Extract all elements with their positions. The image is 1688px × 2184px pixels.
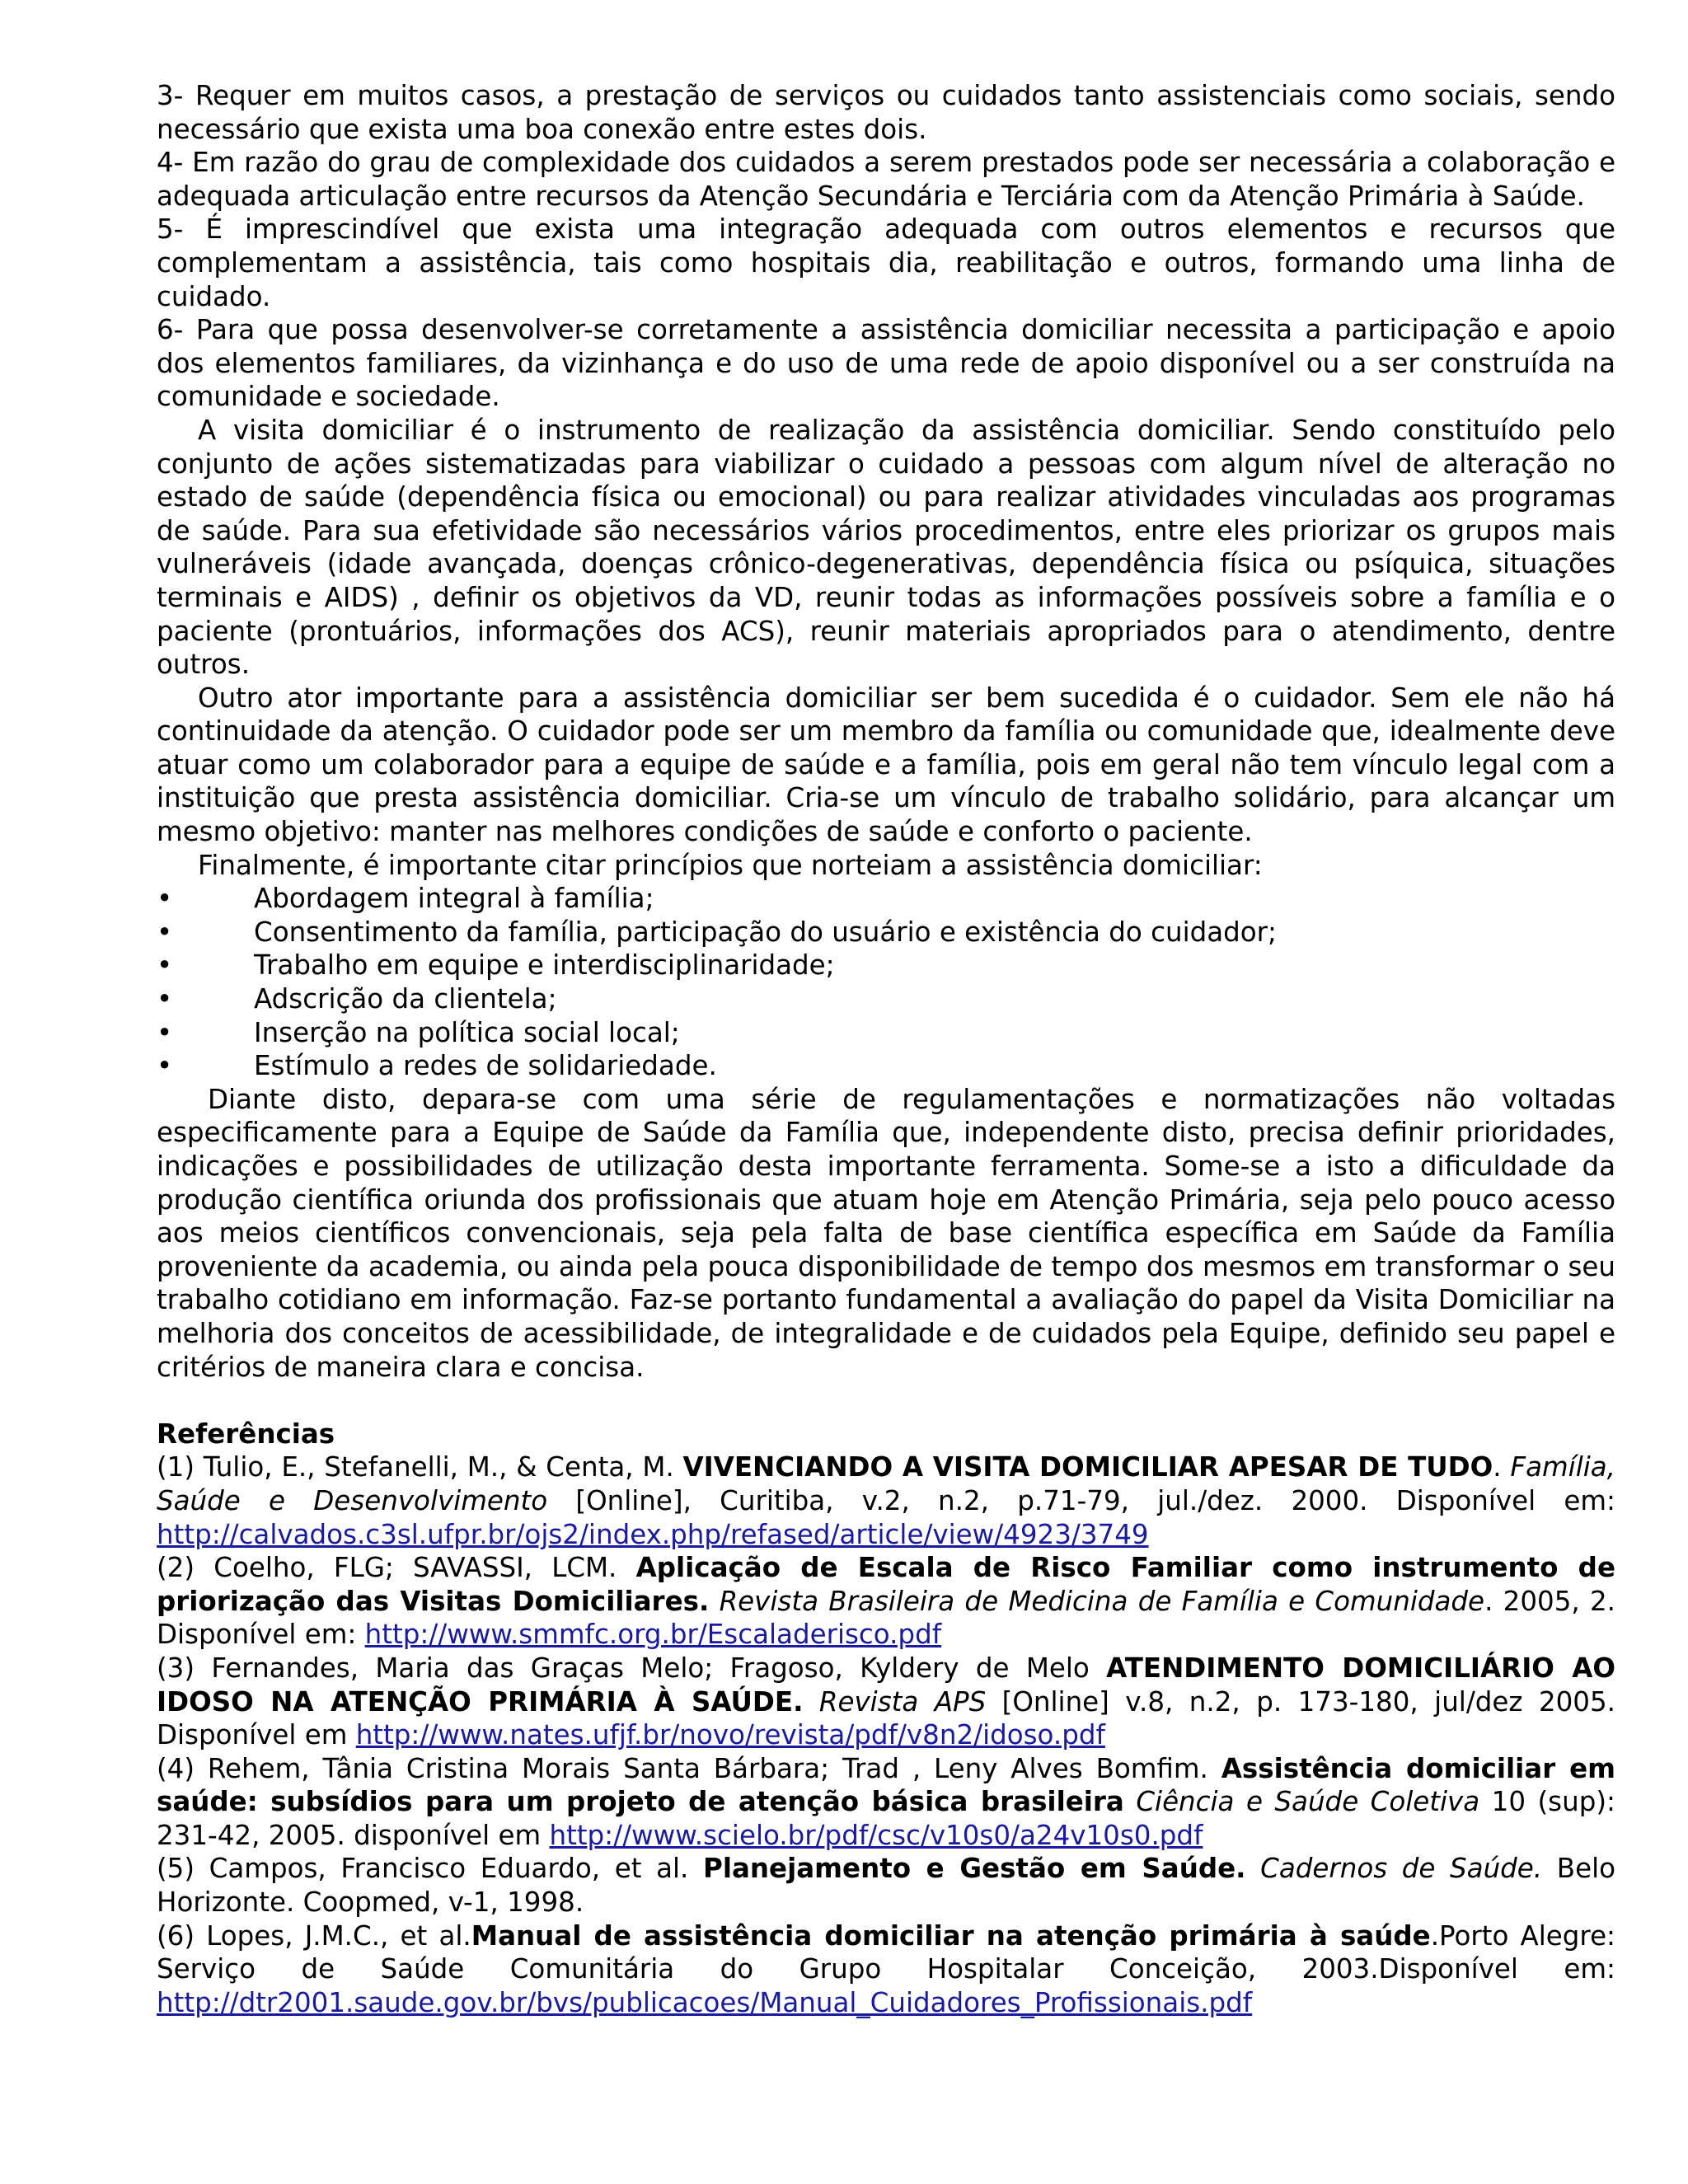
references-heading: Referências [157,1418,335,1450]
reference-link[interactable]: http://www.smmfc.org.br/Escaladerisco.pdf [364,1619,942,1651]
paragraph-cuidador: Outro ator importante para a assistência domiciliar ser bem sucedida é o cuidador. Sem ele não há continuidade da atenção. O cuidador pode ser um membro da família ou comunidade que, idealmente deve atuar como um colaborador para a equipe de saúde e a família, pois em geral não tem vínculo legal com a instituição que presta assistência domiciliar. Cria-se um vínculo de trabalho solidário, para alcançar um mesmo objetivo: manter nas melhores condições de saúde e conforto o paciente. [157,682,1615,848]
reference-authors: (4) Rehem, Tânia Cristina Morais Santa Bárbara; Trad , Leny Alves Bomfim. [157,1752,1221,1784]
reference-source: Família, Saúde e Desenvolvimento [157,1451,1615,1516]
reference-link[interactable]: http://www.nates.ufjf.br/novo/revista/pdf/v8n2/idoso.pdf [355,1719,1105,1751]
reference-details: [Online] v.8, n.2, p. 173-180, jul/dez 2005. Disponível em [157,1685,1615,1751]
reference-authors: (2) Coelho, FLG; SAVASSI, LCM. [157,1552,636,1584]
list-item-6: 6- Para que possa desenvolver-se corretamente a assistência domiciliar necessita a participação e apoio dos elementos familiares, da vizinhança e do uso de uma rede de apoio disponível ou a ser construída na comunidade e sociedade. [157,314,1615,413]
reference-punct: . [1493,1451,1511,1483]
reference-title: ATENDIMENTO DOMICILIÁRIO AO IDOSO NA ATENÇÃO PRIMÁRIA À SAÚDE. [157,1652,1616,1718]
bullet-text: Abordagem integral à família; [254,883,654,915]
reference-title: VIVENCIANDO A VISITA DOMICILIAR APESAR DE TUDO [682,1451,1493,1483]
bullet-icon: • [157,916,173,948]
bullet-item [157,949,1615,982]
reference-title: Manual de assistência domiciliar na atenção primária à saúde [471,1919,1431,1952]
bullet-item [157,1049,1615,1083]
reference-source: Ciência e Saúde Coletiva [1136,1786,1480,1818]
reference-authors: (1) Tulio, E., Stefanelli, M., & Centa, M. [157,1451,683,1483]
document-page [157,79,1615,2019]
bullet-item [157,882,1615,916]
paragraph-visita-domiciliar: A visita domiciliar é o instrumento de realização da assistência domiciliar. Sendo constituído pelo conjunto de ações sistematizadas para viabilizar o cuidado a pessoas com algum nível de alteração no estado de saúde (dependência física ou emocional) ou para realizar atividades vinculadas aos programas de saúde. Para sua efetividade são necessários vários procedimentos, entre eles priorizar os grupos mais vulneráveis (idade avançada, doenças crônico-degenerativas, dependência física ou psíquica, situações terminais e AIDS) , definir os objetivos da VD, reunir todas as informações possíveis sobre a família e o paciente (prontuários, informações dos ACS), reunir materiais apropriados para o atendimento, dentre outros. [157,414,1615,681]
reference-punct [1245,1853,1260,1884]
reference-6 [157,1919,1615,2020]
list-item-3: 3- Requer em muitos casos, a prestação de serviços ou cuidados tanto assistenciais como sociais, sendo necessário que exista uma boa conexão entre estes dois. [157,80,1615,145]
reference-title: Planejamento e Gestão em Saúde. [703,1853,1246,1885]
reference-authors: (5) Campos, Francisco Eduardo, et al. [157,1853,704,1885]
reference-link[interactable]: http://calvados.c3sl.ufpr.br/ojs2/index.php/refased/article/view/4923/3749 [157,1518,1149,1550]
reference-source: Revista Brasileira de Medicina de Família e Comunidade [719,1585,1485,1617]
reference-3 [157,1652,1615,1752]
reference-authors: (3) Fernandes, Maria das Graças Melo; Fragoso, Kyldery de Melo [157,1652,1107,1684]
reference-details: 10 (sup): 231-42, 2005. disponível em [157,1786,1615,1851]
reference-details: [Online], Curitiba, v.2, n.2, p.71-79, jul./dez. 2000. Disponível em: [547,1484,1616,1516]
bullet-icon: • [157,983,173,1015]
reference-link[interactable]: http://www.scielo.br/pdf/csc/v10s0/a24v10s0.pdf [549,1819,1203,1851]
paragraph-principios: Finalmente, é importante citar princípios que norteiam a assistência domiciliar: [198,849,1263,881]
reference-authors: (6) Lopes, J.M.C., et al. [157,1919,471,1952]
reference-punct: . [1430,1919,1440,1952]
reference-source: Cadernos de Saúde. [1260,1853,1543,1885]
reference-punct [803,1686,818,1718]
bullet-icon: • [157,949,173,982]
reference-4 [157,1752,1615,1853]
bullet-text: Consentimento da família, participação do usuário e existência do cuidador; [254,916,1277,948]
bullet-icon: • [157,1050,173,1082]
bullet-icon: • [157,883,173,915]
reference-title: Assistência domiciliar em saúde: subsídios para um projeto de atenção básica brasileira [157,1752,1615,1818]
reference-source: Revista APS [818,1685,987,1718]
reference-details: Porto Alegre: Serviço de Saúde Comunitária do Grupo Hospitalar Conceição, 2003.Disponível em: [157,1919,1616,1985]
reference-link[interactable]: http://dtr2001.saude.gov.br/bvs/publicacoes/Manual_Cuidadores_Profissionais.pdf [157,1986,1253,2018]
paragraph-diante-disto: Diante disto, depara-se com uma série de regulamentações e normatizações não voltadas especificamente para a Equipe de Saúde da Família que, independente disto, precisa definir prioridades, indicações e possibilidades de utilização desta importante ferramenta. Some-se a isto a dificuldade da produção científica oriunda dos profissionais que atuam hoje em Atenção Primária, seja pelo pouco acesso aos meios científicos convencionais, seja pela falta de base científica específica em Saúde da Família proveniente da academia, ou ainda pela pouca disponibilidade de tempo dos mesmos em transformar o seu trabalho cotidiano em informação. Faz-se portanto fundamental a avaliação do papel da Visita Domiciliar na melhoria dos conceitos de acessibilidade, de integralidade e de cuidados pela Equipe, definido seu papel e critérios de maneira clara e concisa. [157,1083,1615,1383]
list-item-4: 4- Em razão do grau de complexidade dos cuidados a serem prestados pode ser necessária a colaboração e adequada articulação entre recursos da Atenção Secundária e Terciária com da Atenção Primária à Saúde. [157,147,1615,212]
reference-punct [1124,1786,1136,1817]
bullet-text: Estímulo a redes de solidariedade. [254,1050,717,1082]
principles-list [157,882,1615,1083]
bullet-item [157,916,1615,949]
bullet-text: Adscrição da clientela; [254,983,557,1015]
bullet-item [157,982,1615,1016]
bullet-item [157,1016,1615,1050]
reference-2 [157,1551,1615,1652]
bullet-icon: • [157,1016,173,1048]
bullet-text: Trabalho em equipe e interdisciplinaridade; [254,949,835,982]
reference-1 [157,1451,1615,1551]
bullet-text: Inserção na política social local; [254,1016,680,1048]
reference-5 [157,1852,1615,1919]
reference-details: . 2005, 2. Disponível em: [157,1585,1615,1651]
reference-title: Aplicação de Escala de Risco Familiar como instrumento de priorização das Visitas Domiciliares. [157,1552,1615,1617]
reference-punct [709,1586,719,1617]
reference-details: Belo Horizonte. Coopmed, v-1, 1998. [157,1853,1615,1919]
list-item-5: 5- É imprescindível que exista uma integração adequada com outros elementos e recursos que complementam a assistência, tais como hospitais dia, reabilitação e outros, formando uma linha de cuidado. [157,213,1615,312]
